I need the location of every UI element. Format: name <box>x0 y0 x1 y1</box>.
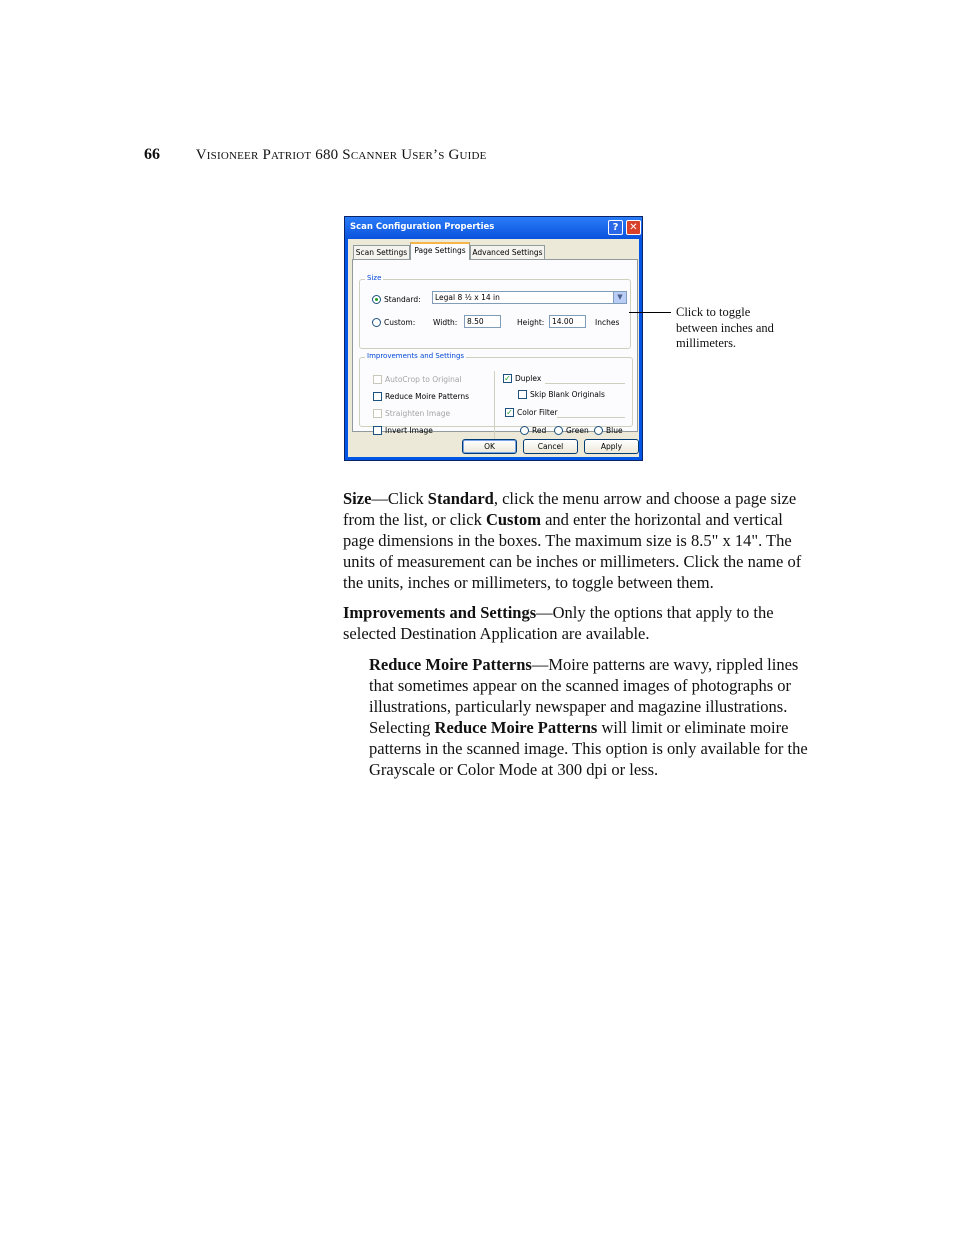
size-group-label: Size <box>367 274 382 282</box>
text-span: and enter the horizontal and vertical page dimensions in the boxes. The maximum size is 8.5" x 14". The units of measurement can be inches or millimeters. Click the name of the units, inches or millimeters, to toggle between them. <box>343 510 802 592</box>
red-radio[interactable] <box>520 426 529 435</box>
reduce-moire-checkbox[interactable] <box>373 392 382 401</box>
red-label: Red <box>532 426 547 435</box>
invert-label: Invert Image <box>385 426 433 435</box>
size-paragraph <box>343 488 813 593</box>
tab-scan-settings[interactable]: Scan Settings <box>353 245 410 259</box>
term-size: Size <box>343 489 372 508</box>
callout-leader-line <box>629 312 671 313</box>
height-label: Height: <box>517 318 545 327</box>
reduce-moire-label: Reduce Moire Patterns <box>385 392 470 401</box>
page-settings-panel <box>352 259 638 435</box>
width-label: Width: <box>433 318 458 327</box>
custom-radio[interactable] <box>372 318 381 327</box>
vertical-divider <box>494 371 495 439</box>
green-label: Green <box>566 426 589 435</box>
text-span: —Moire patterns are wavy, rippled lines that sometimes appear on the scanned images of photographs or illustrations, particularly newspaper and magazine illustrations. Selecting <box>369 655 799 737</box>
tab-advanced-settings[interactable]: Advanced Settings <box>470 245 545 259</box>
scan-configuration-dialog <box>344 216 643 461</box>
text-span: —Click <box>371 489 428 508</box>
term-reduce-moire: Reduce Moire Patterns <box>434 718 598 737</box>
color-filter-divider <box>557 417 625 418</box>
skip-blank-checkbox[interactable] <box>518 390 527 399</box>
apply-button[interactable]: Apply <box>584 439 639 454</box>
width-input[interactable]: 8.50 <box>464 315 501 328</box>
term-improvements: Improvements and Settings <box>343 603 537 622</box>
term-custom: Custom <box>485 510 541 529</box>
close-button[interactable]: ✕ <box>626 220 641 235</box>
skip-blank-label: Skip Blank Originals <box>530 390 605 399</box>
text-span: —Only the options that apply to the selected Destination Application are available. <box>343 603 774 643</box>
text-span: , click the menu arrow and choose a page size from the list, or click <box>343 489 797 529</box>
color-filter-label: Color Filter <box>517 408 558 417</box>
page-header <box>144 146 487 164</box>
term-reduce-moire: Reduce Moire Patterns <box>369 655 532 674</box>
tab-page-settings[interactable]: Page Settings <box>410 242 470 260</box>
standard-size-value: Legal 8 ½ x 14 in <box>435 293 500 302</box>
improvements-paragraph <box>343 602 813 644</box>
autocrop-checkbox[interactable] <box>373 375 382 384</box>
standard-label: Standard: <box>384 295 421 304</box>
height-input[interactable]: 14.00 <box>549 315 586 328</box>
running-title: Visioneer Patriot 680 Scanner User’s Guide <box>195 147 487 163</box>
help-button[interactable]: ? <box>608 220 623 235</box>
color-filter-checkbox[interactable]: ✓ <box>506 408 513 417</box>
dialog-client <box>348 239 639 457</box>
standard-size-dropdown[interactable] <box>432 291 627 304</box>
reduce-moire-paragraph <box>369 654 813 780</box>
invert-checkbox[interactable] <box>373 426 382 435</box>
duplex-label: Duplex <box>515 374 542 383</box>
chevron-down-icon[interactable]: ▼ <box>613 292 626 303</box>
blue-label: Blue <box>606 426 623 435</box>
improvements-group <box>359 352 633 435</box>
straighten-label: Straighten Image <box>385 409 451 418</box>
duplex-checkbox[interactable]: ✓ <box>504 374 511 383</box>
duplex-divider <box>545 383 625 384</box>
dialog-title: Scan Configuration Properties <box>350 222 495 232</box>
straighten-checkbox[interactable] <box>373 409 382 418</box>
callout-text: Click to toggle between inches and millimeters. <box>676 305 774 350</box>
blue-radio[interactable] <box>594 426 603 435</box>
text-span: will limit or eliminate moire patterns in the scanned image. This option is only available for the Grayscale or Color Mode at 300 dpi or less. <box>369 718 808 779</box>
units-toggle[interactable]: Inches <box>595 318 620 327</box>
cancel-button[interactable]: Cancel <box>523 439 578 454</box>
custom-label: Custom: <box>384 318 416 327</box>
standard-radio[interactable] <box>372 295 381 304</box>
green-radio[interactable] <box>554 426 563 435</box>
ok-button[interactable]: OK <box>462 439 517 454</box>
improvements-group-label: Improvements and Settings <box>367 352 465 360</box>
autocrop-label: AutoCrop to Original <box>385 375 462 384</box>
page-number: 66 <box>144 146 160 163</box>
dialog-titlebar <box>345 217 642 239</box>
term-standard: Standard <box>427 489 494 508</box>
size-group <box>359 274 631 349</box>
